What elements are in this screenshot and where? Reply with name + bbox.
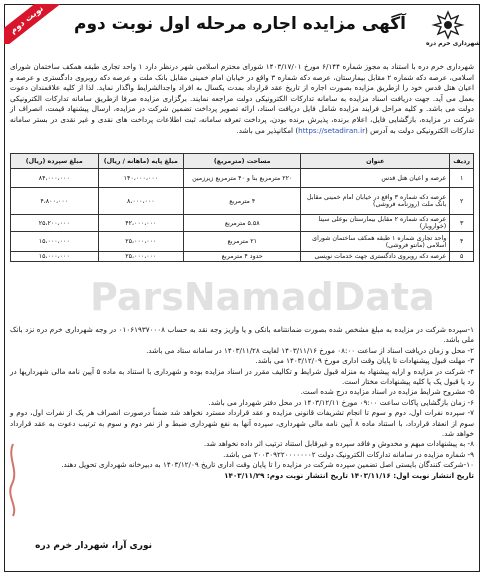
header-row-number: ردیف	[450, 154, 474, 169]
cell-title: عرصه و اعیان هتل قدس	[301, 169, 450, 188]
table-row	[11, 215, 474, 232]
cell-row-number: ۵	[450, 252, 474, 262]
intro-paragraph: شهرداری خرم دره با استناد به مجوز شماره ۶/۱۴۴ مورخ ۱۴۰۳/۱۷/۰۱ شورای محترم اسلامی شهر درنظر دارد ۱ واحد تجاری طبقه همکف ساختمان شورای اسلامی، عرصه دکه شماره ۲ مقابل بیمارستان، عرصه دکه شماره ۳ واقع در خیابان امام خمینی مقابل بانک ملت و عرصه دکه روبروی دادگستری و عرصه و اعیان هتل قدس خود را ازطریق مزایده بصورت اجاره از تاریخ عقد قرارداد بمدت یکسال به افراد واجدالشرایط واگذار نماید. لذا از کلیه علاقمندان دعوت بعمل می آید. جهت دریافت اسناد مزایده به سامانه تدارکات الکترونیکی دولت مراجعه نمایند. برگزاری مزایده صرفا ازطریق سامانه تدارکات الکترونیکی دولت می باشد. و کلیه مراحل فرایند مزایده شامل فایل دریافت اسناد، ارائه تصویر پرداخت تضمین شرکت در مزایده، ارسال پیشنهاد قیمت، انصراف از شرکت در مزایده، بازگشایی فایل، اعلام برنده، پذیرش برنده بودن، پرداخت تعرفه سامانه، ثبت اطلاعات پرداخت های نقدی و غیر نقدی در بستر سامانه تدارکات الکترونیکی دولت به آدرس (https://setadiran.ir) امکانپذیر می باشد.	[10, 62, 474, 135]
table-header-row	[11, 154, 474, 169]
condition-item: ۲- محل و زمان دریافت اسناد از ساعت ۰۸:۰۰ مورخ ۱۴۰۳/۱۱/۱۶ لغایت ۱۴۰۳/۱۱/۲۸ در سامانه ستاد می باشد.	[146, 345, 474, 355]
municipality-emblem-icon	[431, 10, 465, 40]
condition-item: ۹- شماره مزایده در سامانه تدارکات الکترونیک دولت ۲۰۰۳۰۹۲۲۰۰۰۰۰۰۰۲ می باشد.	[223, 449, 474, 459]
header-title: عنوان	[301, 154, 450, 169]
cell-area: ۴ مترمربع	[184, 188, 301, 215]
cell-row-number: ۲	[450, 188, 474, 215]
cell-deposit: ۱۵،۰۰۰،۰۰۰	[11, 232, 99, 252]
table-row	[11, 232, 474, 252]
cell-row-number: ۱	[450, 169, 474, 188]
condition-item: ۸- به پیشنهادات مبهم و مخدوش و فاقد سپرده و غیرقابل استناد ترتیب اثر داده نخواهد شد.	[203, 439, 474, 449]
cell-deposit: ۴،۸۰۰،۰۰۰	[11, 188, 99, 215]
cell-base-price: ۱۴۰،۰۰۰،۰۰۰	[98, 169, 184, 188]
cell-base-price: ۲۵،۰۰۰،۰۰۰	[98, 232, 184, 252]
table-row	[11, 169, 474, 188]
cell-title: عرصه دکه شماره ۳ واقع در خیابان امام خمینی مقابل بانک ملت (روزنامه فروشی)	[301, 188, 450, 215]
watermark: ParsNamadData	[90, 275, 435, 319]
logo-caption: شهرداری خرم دره	[426, 40, 481, 47]
cell-row-number: ۴	[450, 232, 474, 252]
publish-dates: تاریخ انتشار نوبت اول: ۱۴۰۳/۱۱/۱۶ تاریخ انتشار نوبت دوم: ۱۴۰۳/۱۱/۲۹	[224, 470, 474, 480]
cell-area: ۵.۵۸ مترمربع	[184, 215, 301, 232]
cell-deposit: ۱۵،۰۰۰،۰۰۰	[11, 252, 99, 262]
intro-text: شهرداری خرم دره با استناد به مجوز شماره ۶/۱۴۴ مورخ ۱۴۰۳/۱۷/۰۱ شورای محترم اسلامی شهر درنظر دارد ۱ واحد تجاری طبقه همکف ساختمان شورای اسلامی، عرصه دکه شماره ۲ مقابل بیمارستان، عرصه دکه شماره ۳ واقع در خیابان امام خمینی مقابل بانک ملت و عرصه دکه روبروی دادگستری و عرصه و اعیان هتل قدس خود را ازطریق مزایده بصورت اجاره از تاریخ عقد قرارداد بمدت یکسال به افراد واجدالشرایط واگذار نماید. لذا از کلیه علاقمندان دعوت بعمل می آید. جهت دریافت اسناد مزایده به سامانه تدارکات الکترونیکی دولت مراجعه نمایند. برگزاری مزایده صرفا ازطریق سامانه تدارکات الکترونیکی دولت می باشد. و کلیه مراحل فرایند مزایده شامل فایل دریافت اسناد، ارائه تصویر پرداخت تضمین شرکت در مزایده، ارسال پیشنهاد قیمت، انصراف از شرکت در مزایده، بازگشایی فایل، اعلام برنده، پذیرش برنده بودن، پرداخت تعرفه سامانه، ثبت اطلاعات پرداخت های نقدی و غیر نقدی در بستر سامانه تدارکات الکترونیکی دولت به آدرس	[10, 62, 474, 135]
ad-title: آگهی مزایده اجاره مرحله اول نوبت دوم	[73, 14, 406, 34]
cell-area: ۲۲۰ مترمربع بنا و ۴۰ مترمربع زیرزمین	[184, 169, 301, 188]
cell-area: ۲۱ مترمربع	[184, 232, 301, 252]
table-row	[11, 252, 474, 262]
condition-item: ۱۰-شرکت کنندگان بایستی اصل تضمین سپرده شرکت در مزایده را تا پایان وقت اداری تاریخ ۱۴۰۳/۱۲/۰۹ به دبیرخانه شهرداری تحویل دهند.	[61, 460, 474, 470]
mayor-signature: نوری آرا، شهردار خرم دره	[35, 541, 152, 551]
cell-title: عرصه دکه روبروی دادگستری جهت خدمات نویسی	[301, 252, 450, 262]
cell-base-price: ۲۵،۰۰۰،۰۰۰	[98, 252, 184, 262]
header-deposit: مبلغ سپرده (ریال)	[11, 154, 99, 169]
cell-title: عرصه دکه شماره ۲ مقابل بیمارستان بوعلی سینا (خواروبار)	[301, 215, 450, 232]
side-stamp-icon	[4, 440, 22, 520]
conditions-list	[10, 325, 474, 481]
header-base-price: مبلغ پایه (ماهانه / ریال)	[98, 154, 184, 169]
condition-item: ۶- زمان بازگشایی پاکات ساعت ۰۹:۰۰ مورخ ۱۴۰۳/۱۲/۱۱ در محل دفتر شهردار می باشد.	[208, 397, 474, 407]
cell-deposit: ۸۴،۰۰۰،۰۰۰	[11, 169, 99, 188]
condition-item: ۱-سپرده شرکت در مزایده به مبلغ مشخص شده بصورت ضمانتنامه بانکی و یا واریز وجه نقد به حساب ۰۱۰۶۱۹۳۷۰۰۰۸ در وجه شهرداری خرم دره نزد بانک ملی باشد.	[10, 325, 474, 345]
condition-item: ۴- شرکت در مزایده و ارایه پیشنهاد به منزله قبول شرایط و تکالیف مقرر در اسناد مزایده بوده و شهرداری با استناد به ماده ۵ آیین نامه مالی شهرداریها در رد یا قبول یک یا کلیه پیشنهادات مختار است.	[10, 366, 475, 387]
setad-link[interactable]: https://setadiran.ir	[298, 125, 366, 135]
header-area: مساحت (مترمربع)	[184, 154, 301, 169]
intro-tail: امکانپذیر می باشد.	[236, 125, 294, 135]
cell-base-price: ۸،۰۰۰،۰۰۰	[98, 188, 184, 215]
cell-deposit: ۲۵،۲۰۰،۰۰۰	[11, 215, 99, 232]
cell-row-number: ۳	[450, 215, 474, 232]
cell-base-price: ۴۲،۰۰۰،۰۰۰	[98, 215, 184, 232]
cell-area: حدود ۴ مترمربع	[184, 252, 301, 262]
condition-item: ۵- مشروح شرایط مزایده در اسناد مزایده درج شده است.	[300, 387, 474, 397]
table-row	[11, 188, 474, 215]
auction-items-table	[10, 153, 474, 262]
corner-ribbon	[4, 4, 64, 44]
condition-item: ۳- مهلت قبول پیشنهادات تا پایان وقت اداری مورخ ۱۴۰۳/۱۲/۰۹ می باشد.	[255, 356, 474, 366]
condition-item: ۷- سپرده نفرات اول، دوم و سوم تا انجام تشریفات قانونی مزایده و عقد قرارداد مسترد نخواهد شد ضمناً درصورت انصراف هر یک از نفرات اول، دوم و سوم از انعقاد قرارداد، با استناد ماده ۸ آیین نامه مالی شهرداری، سپرده آنها به نفع شهرداری ضبط و از نفر دوم و سوم به ترتیب دعوت به عقد قرارداد خواهد شد.	[10, 408, 474, 439]
badge-second-round: نوبت دوم	[4, 4, 63, 44]
municipality-logo	[426, 10, 481, 47]
cell-title: واحد تجاری شماره ۱ طبقه همکف ساختمان شورای اسلامی (مانتو فروشی)	[301, 232, 450, 252]
